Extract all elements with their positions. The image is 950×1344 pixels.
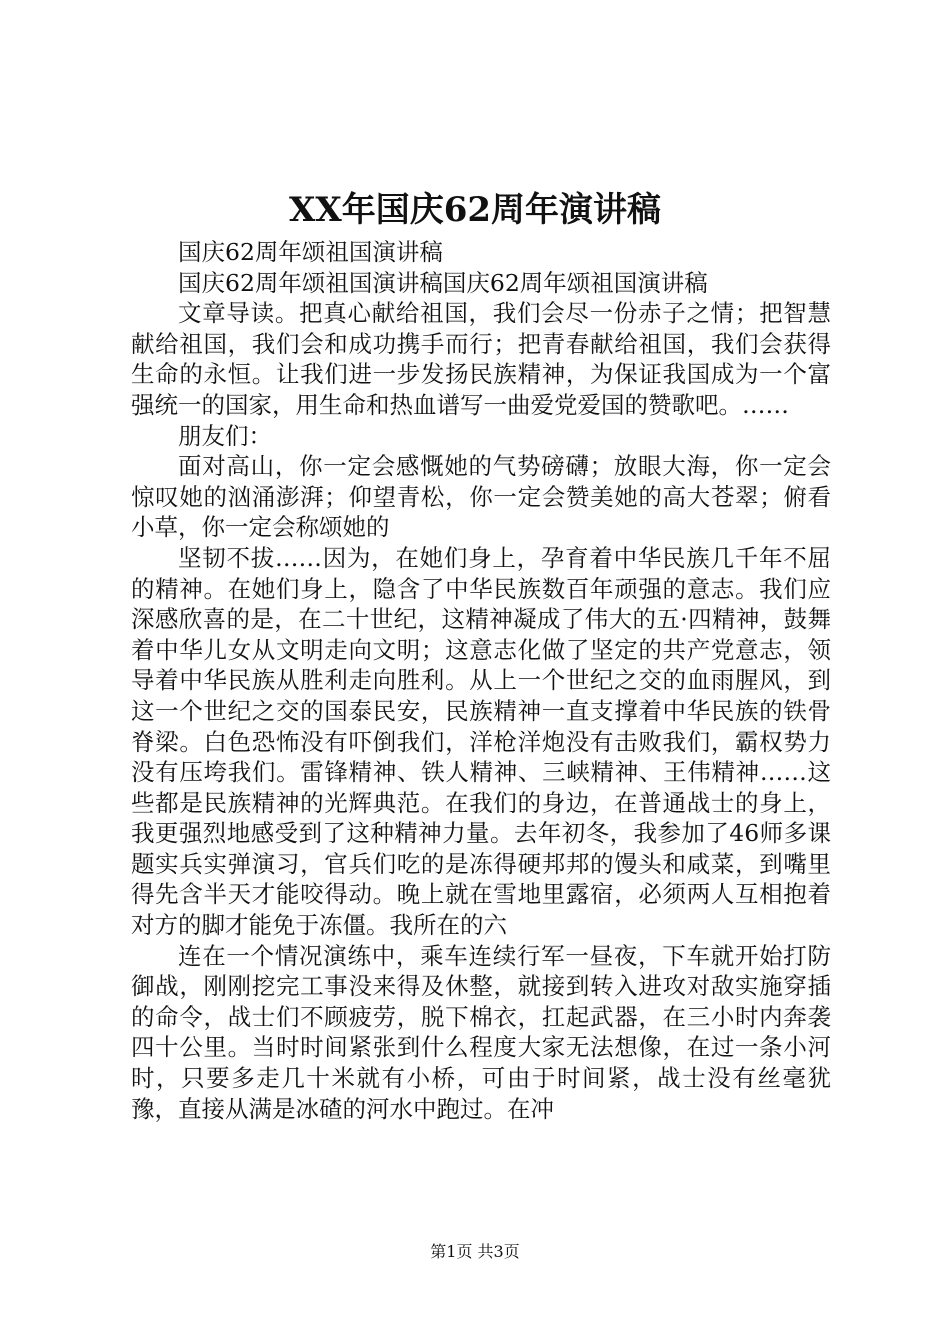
page-footer: 第1页 共3页	[430, 1242, 520, 1261]
paragraph-exercise: 连在一个情况演练中，乘车连续行军一昼夜，下车就开始打防御战，刚刚挖完工事没来得及休整，就接到转入进攻对敌实施穿插的命令，战士们不顾疲劳，脱下棉衣，扛起武器，在三小时内奔袭四十公里。当时时间紧张到什么程度大家无法想像，在过一条小河时，只要多走几十米就有小桥，可由于时间紧，战士没有丝毫犹豫，直接从满是冰碴的河水中跑过。在冲	[131, 941, 831, 1123]
paragraph-repeated-title: 国庆62周年颂祖国演讲稿国庆62周年颂祖国演讲稿	[178, 268, 708, 297]
paragraph-greeting: 朋友们：	[178, 421, 272, 450]
paragraph-spirit: 坚韧不拔……因为，在她们身上，孕育着中华民族几千年不屈的精神。在她们身上，隐含了中华民族数百年顽强的意志。我们应深感欣喜的是，在二十世纪，这精神凝成了伟大的五·四精神，鼓舞着中华儿女从文明走向文明；这意志化做了坚定的共产党意志，领导着中华民族从胜利走向胜利。从上一个世纪之交的血雨腥风，到这一个世纪之交的国泰民安，民族精神一直支撑着中华民族的铁骨脊梁。白色恐怖没有吓倒我们，洋枪洋炮没有击败我们，霸权势力没有压垮我们。雷锋精神、铁人精神、三峡精神、王伟精神……这些都是民族精神的光辉典范。在我们的身边，在普通战士的身上，我更强烈地感受到了这种精神力量。去年初冬，我参加了46师多课题实兵实弹演习，官兵们吃的是冻得硬邦邦的馒头和咸菜，到嘴里得先含半天才能咬得动。晚上就在雪地里露宿，必须两人互相抱着对方的脚才能免于冻僵。我所在的六	[131, 543, 831, 940]
paragraph-intro: 文章导读。把真心献给祖国，我们会尽一份赤子之情；把智慧献给祖国，我们会和成功携手而行；把青春献给祖国，我们会获得生命的永恒。让我们进一步发扬民族精神，为保证我国成为一个富强统一的国家，用生命和热血谱写一曲爱党爱国的赞歌吧。……	[131, 299, 831, 419]
paragraph-subtitle: 国庆62周年颂祖国演讲稿	[178, 238, 443, 266]
document-body	[131, 237, 831, 1124]
paragraph-nature: 面对高山，你一定会感慨她的气势磅礴；放眼大海，你一定会惊叹她的汹涌澎湃；仰望青松，你一定会赞美她的高大苍翠；俯看小草，你一定会称颂她的	[131, 452, 831, 542]
document-title: XX年国庆62周年演讲稿	[288, 190, 662, 230]
